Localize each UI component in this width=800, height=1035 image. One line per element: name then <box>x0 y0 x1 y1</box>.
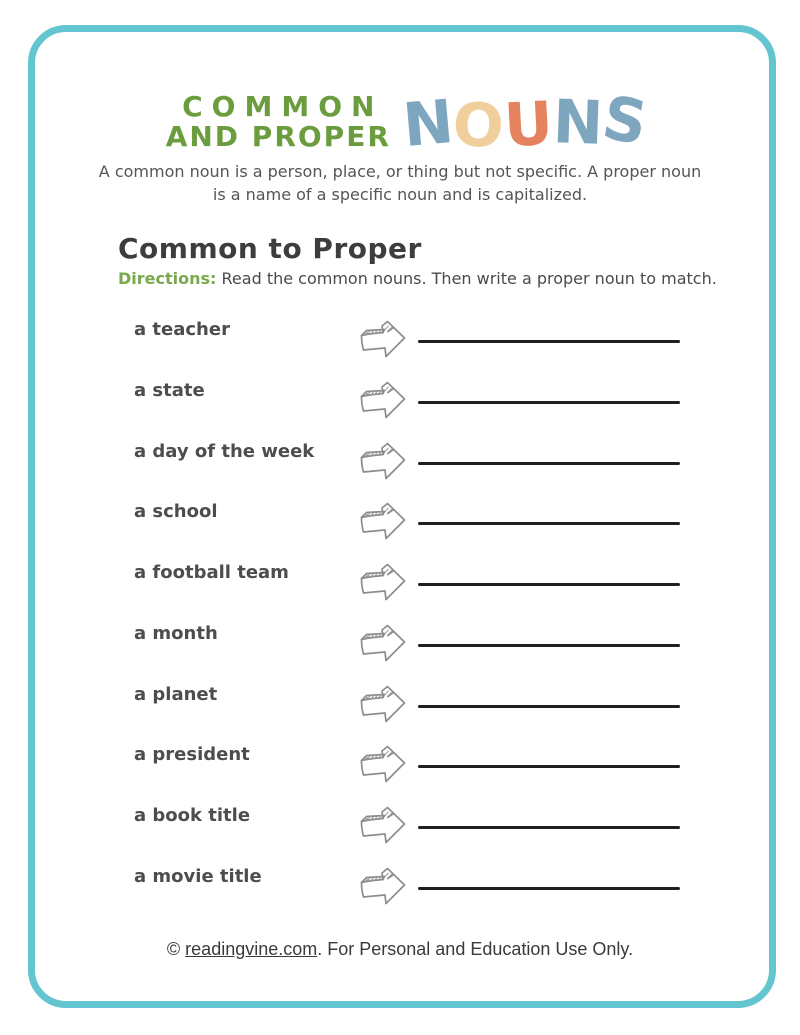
answer-line[interactable] <box>418 826 680 829</box>
arrow-right-icon <box>357 439 409 483</box>
common-noun-label: a day of the week <box>134 440 315 462</box>
answer-line[interactable] <box>418 401 680 404</box>
common-noun-label: a movie title <box>134 865 262 887</box>
copyright-symbol: © <box>166 939 186 960</box>
title-line-common: COMMON <box>182 90 384 124</box>
answer-line[interactable] <box>418 644 680 647</box>
answer-line[interactable] <box>418 462 680 465</box>
usage-note: . For Personal and Education Use Only. <box>317 939 634 960</box>
worksheet-rows <box>134 314 680 921</box>
title-line-and-proper: AND PROPER <box>165 120 391 153</box>
worksheet-row <box>134 679 680 740</box>
section-heading: Common to Proper <box>118 232 422 266</box>
nouns-letter: U <box>502 88 555 162</box>
answer-line[interactable] <box>418 522 680 525</box>
arrow-right-icon <box>357 560 409 604</box>
nouns-letter: S <box>597 82 653 160</box>
title-word-nouns <box>400 82 653 163</box>
worksheet-row <box>134 861 680 922</box>
answer-line[interactable] <box>418 887 680 890</box>
common-noun-label: a state <box>134 380 205 402</box>
common-noun-label: a school <box>134 501 218 523</box>
common-noun-label: a president <box>134 744 250 766</box>
answer-line[interactable] <box>418 340 680 343</box>
directions-text: Read the common nouns. Then write a proper noun to match. <box>221 269 717 289</box>
worksheet-row <box>134 375 680 436</box>
title-common-and-proper <box>166 92 391 151</box>
answer-line[interactable] <box>418 765 680 768</box>
nouns-letter: N <box>551 87 605 159</box>
arrow-right-icon <box>357 621 409 665</box>
directions-label: Directions: <box>118 269 217 289</box>
worksheet-row <box>134 618 680 679</box>
answer-line[interactable] <box>418 583 680 586</box>
arrow-right-icon <box>357 864 409 908</box>
arrow-right-icon <box>357 378 409 422</box>
common-noun-label: a football team <box>134 562 289 584</box>
nouns-letter: O <box>451 89 506 163</box>
common-noun-label: a teacher <box>134 319 230 341</box>
worksheet-row <box>134 436 680 497</box>
worksheet-row <box>134 557 680 618</box>
worksheet-row <box>134 496 680 557</box>
nouns-letter: N <box>400 86 457 162</box>
common-noun-label: a month <box>134 622 218 644</box>
worksheet-row <box>134 800 680 861</box>
worksheet-row <box>134 739 680 800</box>
worksheet-row <box>134 314 680 375</box>
arrow-right-icon <box>357 682 409 726</box>
worksheet-title <box>6 82 800 163</box>
readingvine-link[interactable]: readingvine.com <box>185 939 318 960</box>
arrow-right-icon <box>357 499 409 543</box>
arrow-right-icon <box>357 742 409 786</box>
arrow-right-icon <box>357 317 409 361</box>
common-noun-label: a book title <box>134 804 251 826</box>
common-noun-label: a planet <box>134 683 218 705</box>
answer-line[interactable] <box>418 705 680 708</box>
arrow-right-icon <box>357 803 409 847</box>
footer-copyright <box>0 939 800 960</box>
definition-text: A common noun is a person, place, or thing but not specific. A proper noun is a name of a specific noun and is capitalized. <box>98 162 702 205</box>
directions <box>118 269 800 288</box>
